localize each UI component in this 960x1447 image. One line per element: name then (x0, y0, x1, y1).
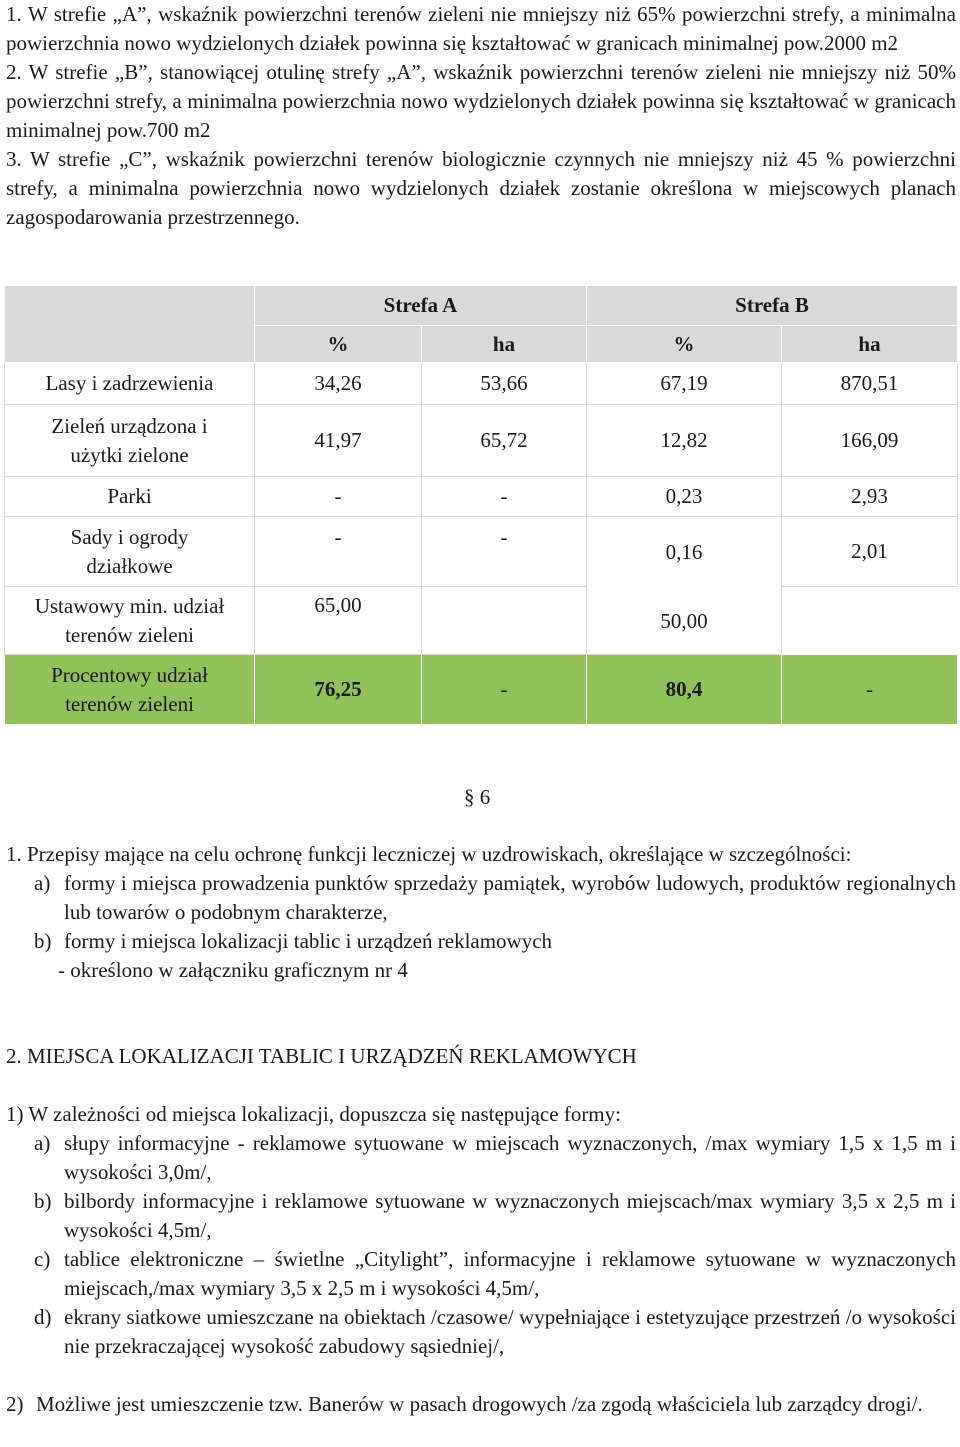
table-row (5, 363, 958, 405)
cell-a-pct: 34,26 (255, 363, 422, 405)
table-row (5, 587, 958, 655)
header-b-pct: % (587, 326, 782, 363)
section-paragraph-3: 2) Możliwe jest umieszczenie tzw. Banerów w pasach drogowych /za zgodą właściciela lub zarządcy drogi/. (6, 1392, 923, 1416)
cell-b-ha: 2,01 (782, 517, 958, 587)
cell-b-pct: 0,16 50,00 (587, 517, 782, 655)
section-heading: § 6 (464, 785, 491, 809)
cell-a-ha: 53,66 (422, 363, 587, 405)
list-1 (34, 869, 956, 985)
table-row (5, 405, 958, 477)
row-label: Zieleń urządzona i użytki zielone (5, 405, 255, 477)
cell-a-pct: 76,25 (255, 655, 422, 725)
cell-b-pct: 12,82 (587, 405, 782, 477)
cell-a-pct: - (255, 477, 422, 517)
header-a-ha: ha (422, 326, 587, 363)
cell-b-ha (782, 587, 958, 655)
cell-b-pct: 80,4 (587, 655, 782, 725)
list-item: a) słupy informacyjne - reklamowe sytuowane w miejscach wyznaczonych, /max wymiary 1,5 x 1,5 m i wysokości 3,0m/, (34, 1131, 956, 1184)
cell-a-ha: - (422, 517, 587, 587)
intro-paragraph-1: 1. W strefie „A”, wskaźnik powierzchni terenów zieleni nie mniejszy niż 65% powierzchni strefy, a minimalna powierzchnia nowo wydzielonych działek powinna się kształtować w granicach minimalnej pow.2000 m2 (6, 2, 956, 55)
section-2-body (6, 1100, 956, 1361)
row-label: Procentowy udział terenów zieleni (5, 655, 255, 725)
cell-b-pct: 67,19 (587, 363, 782, 405)
cell-b-ha: - (782, 655, 958, 725)
intro-paragraph-2: 2. W strefie „B”, stanowiącej otulinę strefy „A”, wskaźnik powierzchni terenów zieleni nie mniejszy niż 50% powierzchni strefy, a minimalna powierzchnia nowo wydzielonych działek powinna się kształtować w granicach minimalnej pow.700 m2 (6, 60, 956, 142)
row-label: Lasy i zadrzewienia (5, 363, 255, 405)
section-paragraph-2: 1) W zależności od miejsca lokalizacji, dopuszcza się następujące formy: (6, 1102, 621, 1126)
cell-b-pct-min: 50,00 (660, 609, 708, 633)
cell-a-ha (422, 587, 587, 655)
list-item: d) ekrany siatkowe umieszczane na obiektach /czasowe/ wypełniające i estetyzujące przestrzeń /o wysokości nie przekraczającej wysokość zabudowy sąsiedniej/, (34, 1305, 956, 1358)
header-b-ha: ha (782, 326, 958, 363)
cell-a-ha: - (422, 477, 587, 517)
header-zone-a: Strefa A (255, 286, 587, 326)
cell-b-ha: 166,09 (782, 405, 958, 477)
green-areas-table (4, 285, 958, 725)
row-label: Parki (5, 477, 255, 517)
list-item: b) bilbordy informacyjne i reklamowe sytuowane w wyznaczonych miejscach/max wymiary 3,5 x 2,5 m i wysokości 4,5m/, (34, 1189, 956, 1242)
intro-section (6, 0, 956, 232)
list-note: - określono w załączniku graficznym nr 4 (58, 958, 408, 982)
cell-b-pct: 0,23 (587, 477, 782, 517)
cell-a-pct: - (255, 517, 422, 587)
list-item: a) formy i miejsca prowadzenia punktów sprzedaży pamiątek, wyrobów ludowych, produktów regionalnych lub towarów o podobnym charakterze, (34, 871, 956, 924)
list-item: c) tablice elektroniczne – świetlne „Citylight”, informacyjne i reklamowe sytuowane w wyznaczonych miejscach,/max wymiary 3,5 x 2,5 m i wysokości 4,5m/, (34, 1247, 956, 1300)
cell-a-pct: 65,00 (255, 587, 422, 655)
cell-b-ha: 2,93 (782, 477, 958, 517)
section-heading-2: 2. MIEJSCA LOKALIZACJI TABLIC I URZĄDZEŃ REKLAMOWYCH (6, 1044, 637, 1068)
intro-paragraph-3: 3. W strefie „C”, wskaźnik powierzchni terenów biologicznie czynnych nie mniejszy niż 45 % powierzchni strefy, a minimalna powierzchnia nowo wydzielonych działek zostanie określona w miejscowych planach zagospodarowania przestrzennego. (6, 147, 956, 229)
section-6-body (6, 840, 956, 985)
cell-a-pct: 41,97 (255, 405, 422, 477)
row-label: Ustawowy min. udział terenów zieleni (5, 587, 255, 655)
row-label: Sady i ogrody działkowe (5, 517, 255, 587)
table-corner-cell (5, 286, 255, 363)
cell-a-ha: 65,72 (422, 405, 587, 477)
header-zone-b: Strefa B (587, 286, 958, 326)
list-2 (34, 1129, 956, 1361)
cell-b-ha: 870,51 (782, 363, 958, 405)
list-item: b) formy i miejsca lokalizacji tablic i urządzeń reklamowych (34, 929, 553, 953)
table-row-highlight (5, 655, 958, 725)
section-paragraph-1: 1. Przepisy mające na celu ochronę funkcji leczniczej w uzdrowiskach, określające w szczególności: (6, 842, 852, 866)
cell-a-ha: - (422, 655, 587, 725)
table-row (5, 477, 958, 517)
header-a-pct: % (255, 326, 422, 363)
table-row (5, 517, 958, 587)
